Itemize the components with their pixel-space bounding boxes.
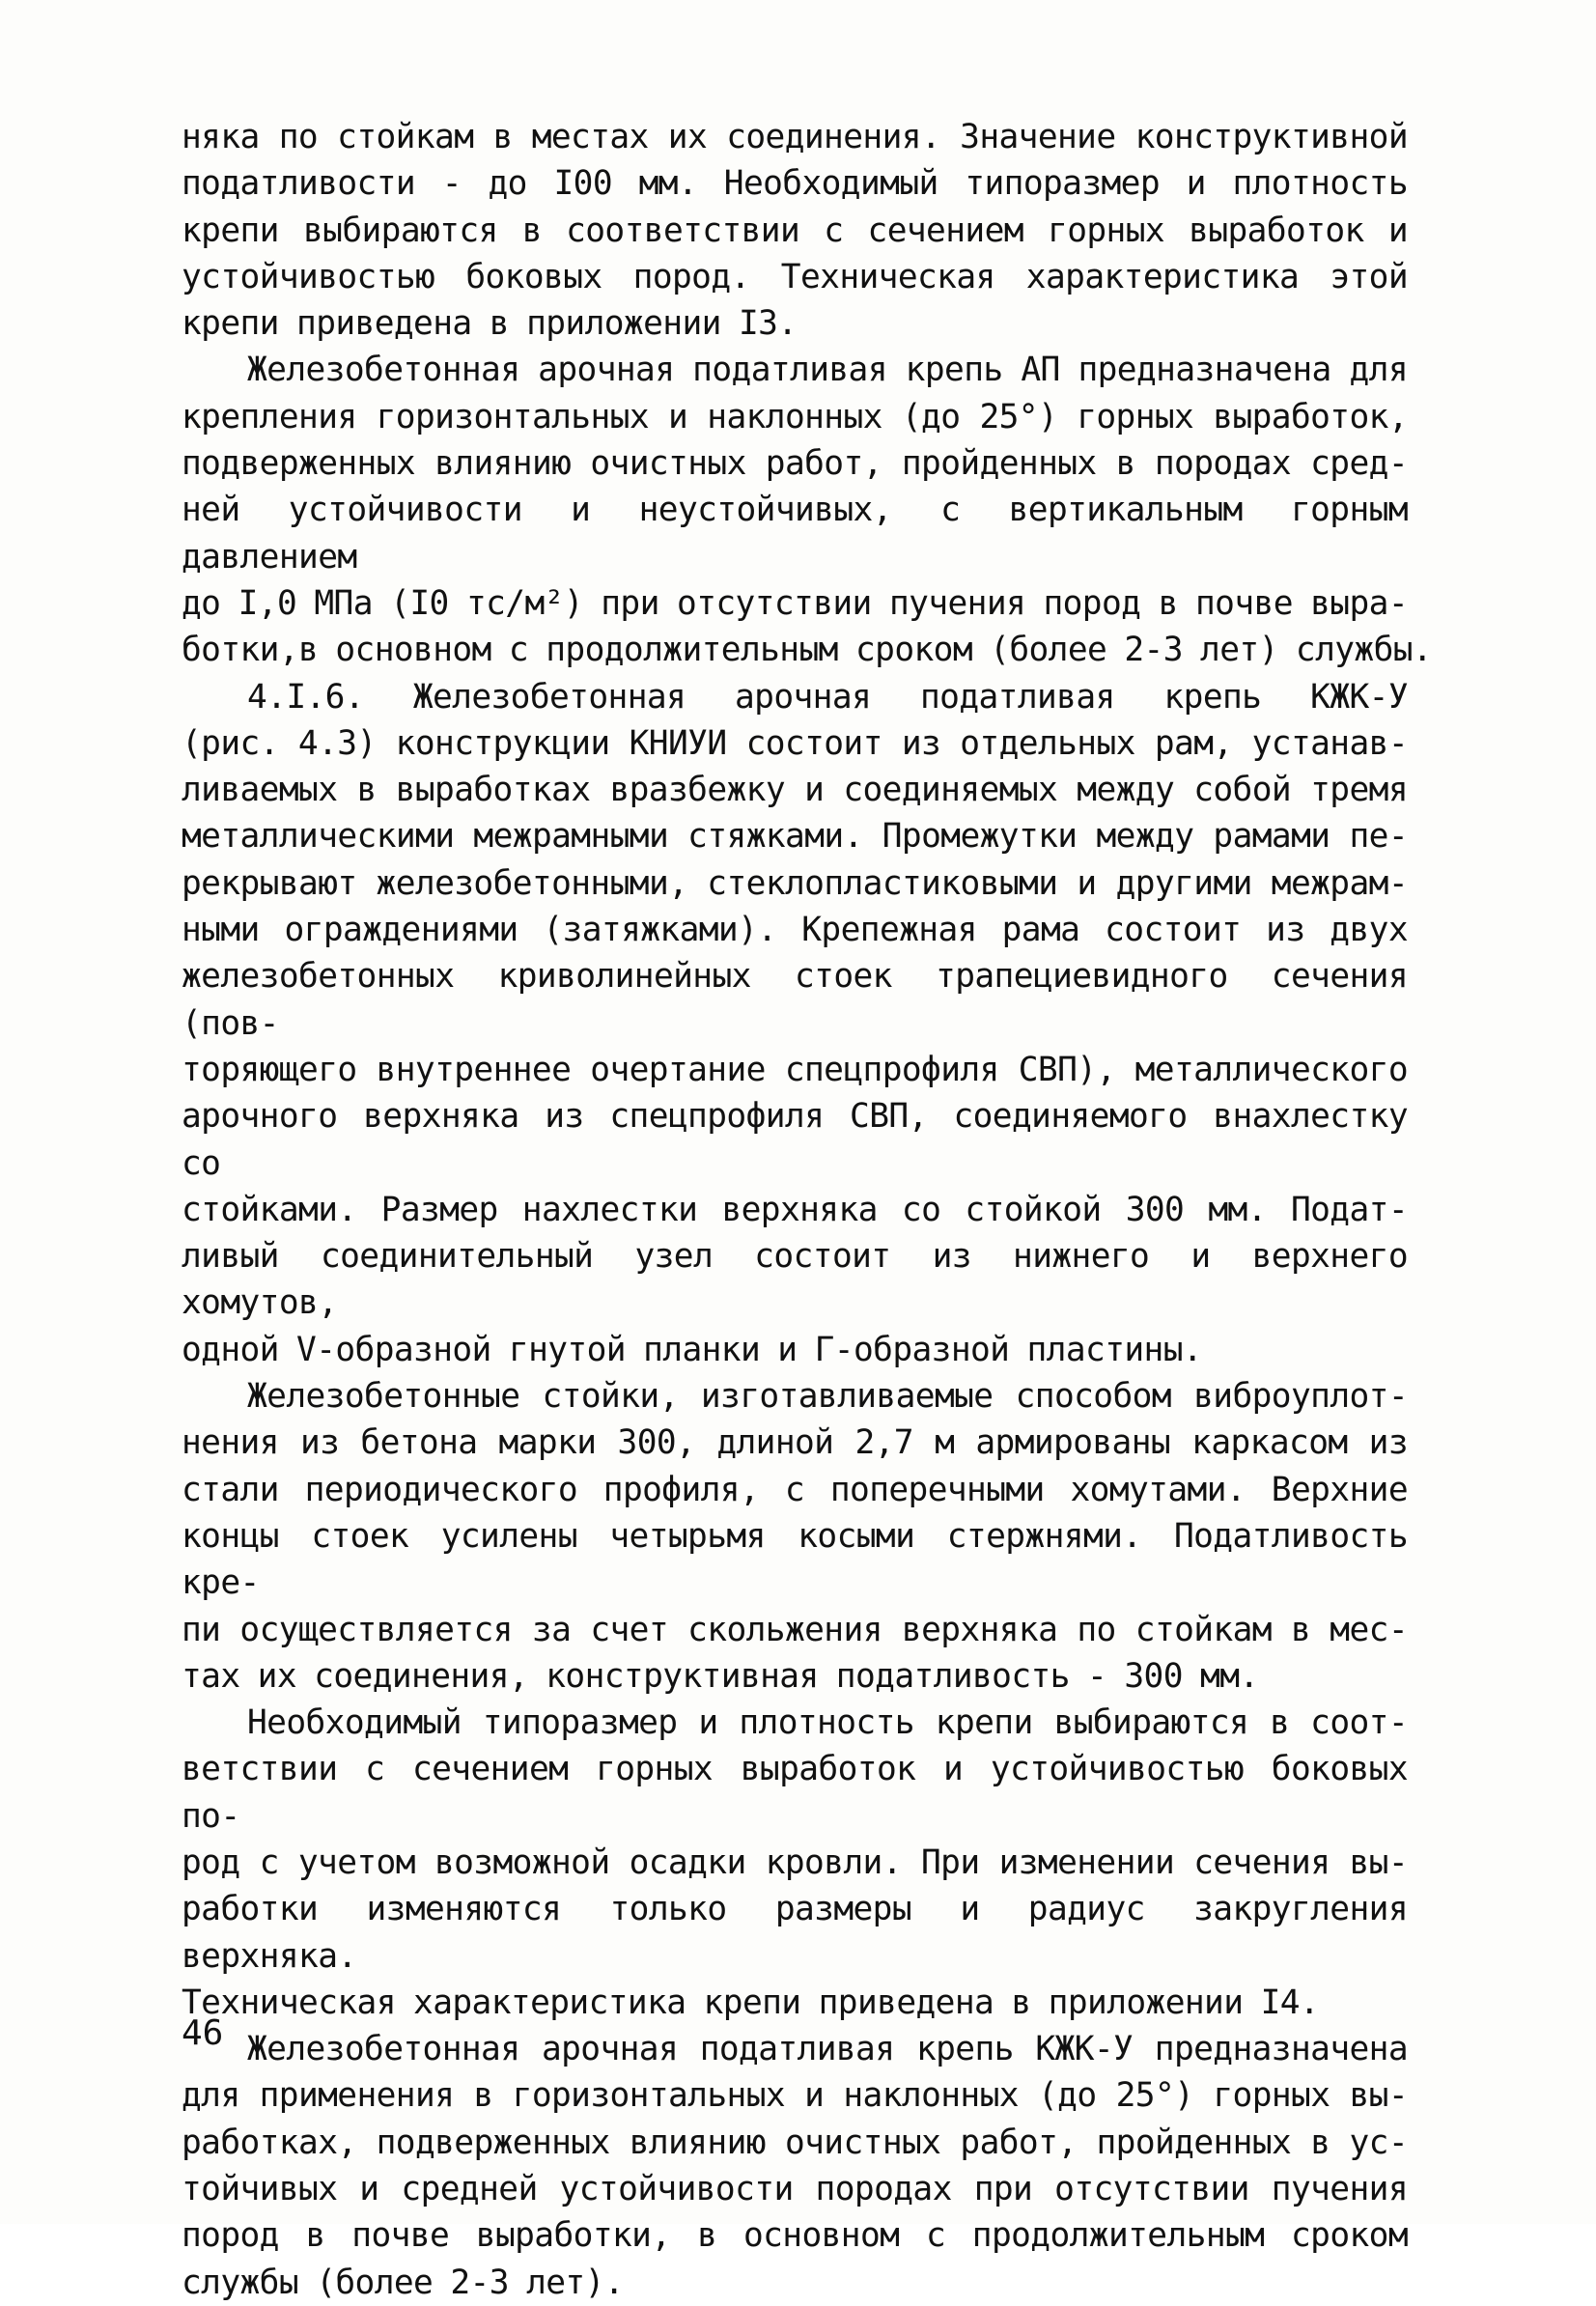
text-line: няка по стойкам в местах их соединения. Значение конструктивной [182,118,1408,156]
text-line: концы стоек усилены четырьмя косыми стержнями. Податливость кре- [182,1516,1408,1603]
paragraph [182,347,1433,673]
text-line: торяющего внутреннее очертание спецпрофиля СВП), металлического [182,1050,1408,1089]
text-line: подверженных влиянию очистных работ, пройденных в породах сред- [182,444,1408,484]
page-number: 46 [182,2013,224,2053]
paragraph [182,2026,1408,2306]
text-line: для применения в горизонтальных и наклонных (до 25°) горных вы- [182,2076,1408,2116]
text-line: одной V-образной гнутой планки и Г-образной пластины. [182,1330,1203,1369]
text-line: арочного верхняка из спецпрофиля СВП, соединяемого внахлестку со [182,1097,1408,1183]
text-line: ливаемых в выработках вразбежку и соединяемых между собой тремя [182,771,1408,810]
paragraph [182,1700,1408,2026]
text-line: тах их соединения, конструктивная податливость - 300 мм. [182,1656,1259,1696]
text-line: Необходимый типоразмер и плотность крепи выбираются в соот- [247,1703,1408,1743]
text-line: службы (более 2-3 лет). [182,2263,624,2302]
text-line: тойчивых и средней устойчивости породах при отсутствии пучения [182,2170,1408,2209]
text-line: металлическими межрамными стяжками. Промежутки между рамами пе- [182,817,1408,857]
text-line: ливый соединительный узел состоит из нижнего и верхнего хомутов, [182,1237,1408,1323]
text-line: нения из бетона марки 300, длиной 2,7 м армированы каркасом из [182,1423,1408,1463]
text-line: работки изменяются только размеры и радиус закругления верхняка. [182,1890,1408,1976]
body-text [182,114,1433,2306]
text-line: пи осуществляется за счет скольжения верхняка по стойкам в мес- [182,1610,1408,1649]
paragraph [182,114,1408,347]
paragraph [182,1373,1408,1700]
text-line: Железобетонные стойки, изготавливаемые способом виброуплот- [247,1377,1408,1417]
text-line: Техническая характеристика крепи приведена в приложении I4. [182,1983,1320,2022]
text-line: рекрывают железобетонными, стеклопластиковыми и другими межрам- [182,863,1408,903]
text-line: железобетонных криволинейных стоек трапециевидного сечения (пов- [182,957,1408,1043]
text-line: пород в почве выработки, в основном с продолжительным сроком [182,2216,1408,2256]
text-line: Железобетонная арочная податливая крепь АП предназначена для [247,351,1408,390]
text-line: Железобетонная арочная податливая крепь КЖК-У предназначена [247,2030,1408,2069]
text-line: ботки,в основном с продолжительным сроком (более 2-3 лет) службы. [182,631,1433,670]
text-line: крепления горизонтальных и наклонных (до 25°) горных выработок, [182,397,1408,436]
text-line: до I,0 МПа (I0 тс/м²) при отсутствии пучения пород в почве выра- [182,583,1408,623]
text-line: род с учетом возможной осадки кровли. При изменении сечения вы- [182,1842,1408,1882]
text-line: крепи приведена в приложении I3. [182,304,798,344]
text-line: стали периодического профиля, с поперечными хомутами. Верхние [182,1470,1408,1509]
text-line: ветствии с сечением горных выработок и устойчивостью боковых по- [182,1750,1408,1836]
text-line: ными ограждениями (затяжками). Крепежная рама состоит из двух [182,911,1408,950]
text-line: (рис. 4.3) конструкции КНИУИ состоит из отдельных рам, устанав- [182,723,1408,763]
paragraph [182,674,1408,1373]
text-line: податливости - до I00 мм. Необходимый типоразмер и плотность [182,164,1408,204]
text-line: работках, подверженных влиянию очистных работ, пройденных в ус- [182,2123,1408,2162]
text-line: крепи выбираются в соответствии с сечением горных выработок и [182,211,1408,250]
text-line: стойками. Размер нахлестки верхняка со стойкой 300 мм. Подат- [182,1190,1408,1229]
text-line: ней устойчивости и неустойчивых, с вертикальным горным давлением [182,491,1408,576]
text-line: устойчивостью боковых пород. Техническая характеристика этой [182,257,1408,296]
text-line: 4.I.6. Железобетонная арочная податливая крепь КЖК-У [247,677,1408,717]
